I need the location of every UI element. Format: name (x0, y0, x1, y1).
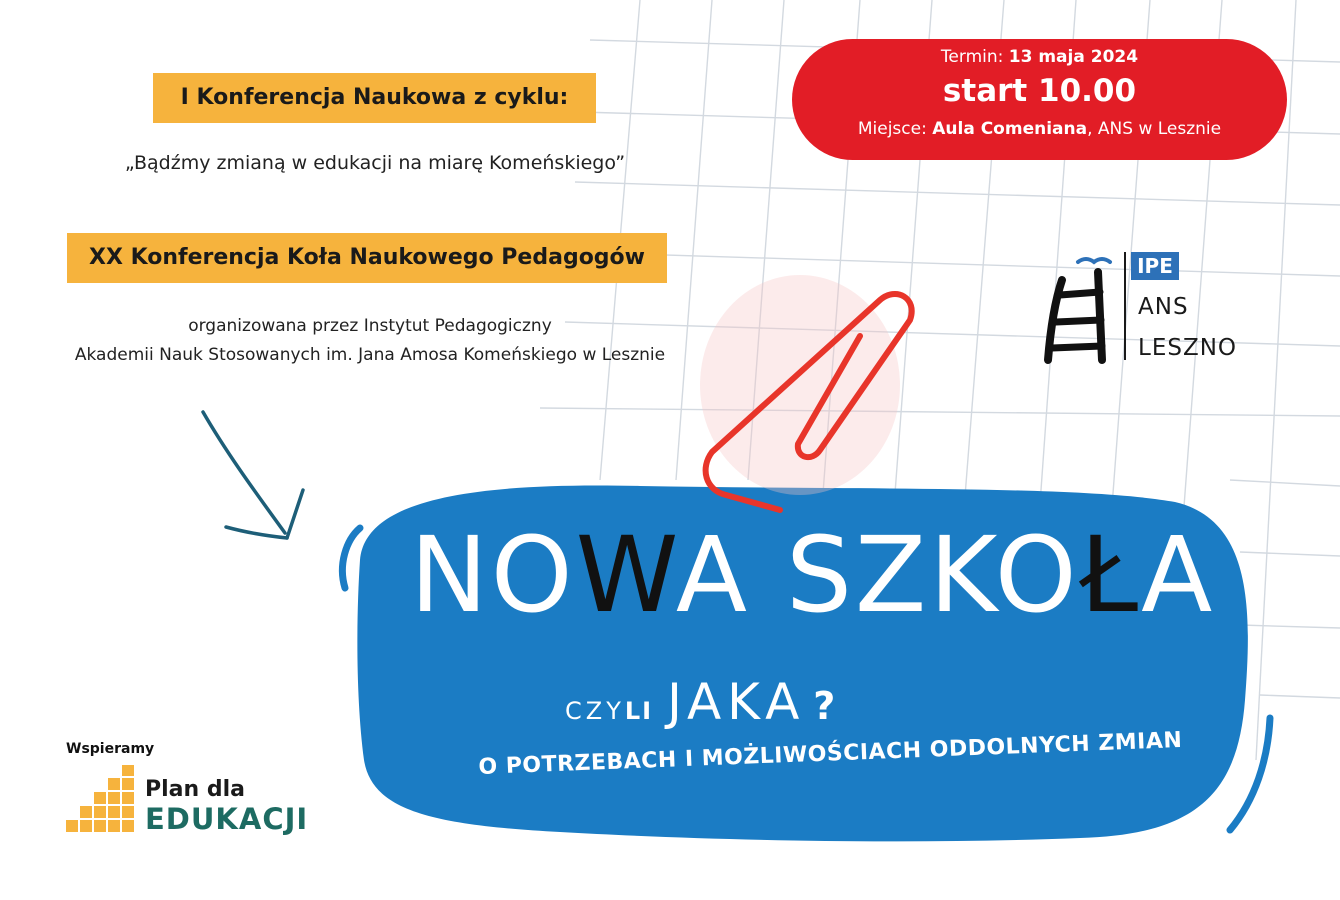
ipe-logo-box: IPE (1131, 252, 1179, 280)
subtitle-question-mark: ? (813, 684, 836, 728)
blob-left-stroke (342, 528, 360, 588)
date-label: Termin: (940, 47, 1004, 67)
tagline: O POTRZEBACH I MOŻLIWOŚCIACH ODDOLNYCH ZMIAN (478, 727, 1183, 780)
organizer-line-2: Akademii Nauk Stosowanych im. Jana Amosa Komeńskiego w Lesznie (74, 345, 666, 365)
title-part-3: A SZKO (675, 514, 1080, 636)
title-part-2: W (575, 514, 676, 636)
conference-series-subtitle: „Bądźmy zmianą w edukacji na miarę Komeńskiego” (124, 152, 626, 174)
ipe-logo-leszno: LESZNO (1138, 335, 1238, 361)
place-value: Aula Comeniana (932, 119, 1088, 139)
ipe-logo-ans: ANS (1138, 294, 1189, 320)
title-part-1: NO (410, 514, 576, 636)
support-label: Wspieramy (66, 741, 155, 757)
event-start-time: start 10.00 (942, 73, 1137, 109)
organizer-line-1: organizowana przez Instytut Pedagogiczny (188, 316, 552, 336)
main-subtitle (565, 673, 835, 731)
plan-logo-line-1: Plan dla (145, 777, 245, 802)
main-title (410, 514, 1230, 636)
subtitle-czy: CZY (565, 697, 625, 725)
date-value: 13 maja 2024 (1008, 47, 1139, 67)
title-part-5: A (1141, 514, 1216, 636)
place-label: Miejsce: (857, 119, 927, 139)
conference-series-banner: I Konferencja Naukowa z cyklu: (153, 73, 596, 123)
subtitle-li: LI (624, 697, 654, 725)
place-rest: , ANS w Lesznie (1087, 119, 1222, 139)
title-part-4: Ł (1079, 514, 1142, 636)
plan-logo-line-2: EDUKACJI (145, 802, 309, 836)
hand-drawn-arrow-icon (203, 412, 303, 538)
student-conference-banner: XX Konferencja Koła Naukowego Pedagogów (67, 233, 667, 283)
subtitle-jaka: JAKA (667, 673, 806, 731)
